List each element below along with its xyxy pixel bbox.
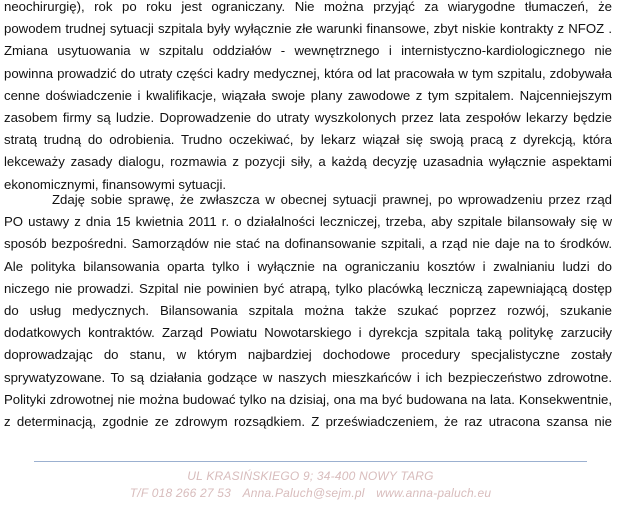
paragraph-line: PO ustawy z dnia 15 kwietnia 2011 r. o działalności leczniczej, trzeba, aby szpitale bilansowały się w — [4, 214, 612, 230]
paragraph-line: powodem trudnej sytuacji szpitala były wyłącznie złe warunki finansowe, zbyt niskie kontrakty z NFOZ . — [4, 21, 612, 37]
paragraph-line: doprowadzając do stanu, w którym najbardziej dochodowe procedury specjalistyczne zostały — [4, 347, 612, 363]
paragraph-line: Polityki zdrowotnej nie można budować tylko na dzisiaj, ona ma być budowana na lata. Konsekwentnie, — [4, 391, 612, 407]
paragraph-line: powinna prowadzić do utraty części kadry medycznej, która od lat pracowała w tym szpitalu, zdobywała — [4, 65, 612, 81]
paragraph-line: dodatkowych kontraktów. Zarząd Powiatu Nowotarskiego i dyrekcja szpitala taką politykę zarzuciły — [4, 325, 612, 341]
paragraph-line: stratą trudną do odrobienia. Trudno oczekiwać, by lekarz wiązał się swoją pracą z dyrekcją, która — [4, 132, 612, 148]
footer-divider — [34, 461, 587, 462]
paragraph-line: Zmiana usytuowania w szpitalu oddziałów - wewnętrznego i internistyczno-kardiologicznego nie — [4, 43, 612, 59]
paragraph-line: niczego nie prowadzi. Szpital nie powinien być atrapą, tylko placówką leczniczą zapewniającą dostęp — [4, 280, 612, 296]
paragraph-2 — [4, 189, 612, 433]
footer-address: UL KRASIŃSKIEGO 9; 34-400 NOWY TARG — [187, 469, 434, 483]
paragraph-line: Ale polityka bilansowania oparta tylko i wyłącznie na ograniczaniu kosztów i zwalnianiu ludzi do — [4, 258, 612, 274]
paragraph-line: sposób bezpośredni. Samorządów nie stać na dofinansowanie szpitali, a rząd nie daje na to środków. — [4, 236, 612, 252]
footer-contact — [0, 486, 621, 500]
paragraph-line: do usług medycznych. Bilansowania szpitala można także szukać poprzez rozwój, szukanie — [4, 302, 612, 318]
footer-website[interactable]: www.anna-paluch.eu — [376, 486, 492, 500]
paragraph-line: z determinacją, zgodnie ze zdrowym rozsądkiem. Z przeświadczeniem, że raz utracona szansa nie — [4, 413, 612, 429]
paragraph-line: zasobem firmy są ludzie. Doprowadzenie do utraty wyszkolonych przez lata zespołów lekarzy będzie — [4, 109, 612, 125]
footer-email[interactable]: Anna.Paluch@sejm.pl — [242, 486, 365, 500]
paragraph-line: Zdaję sobie sprawę, że zwłaszcza w obecnej sytuacji prawnej, po wprowadzeniu przez rząd — [52, 192, 612, 207]
footer-phone: T/F 018 266 27 53 — [129, 486, 232, 500]
paragraph-line: ekonomicznymi, finansowymi sytuacji. — [4, 176, 227, 192]
paragraph-1 — [4, 0, 612, 196]
paragraph-line: lekceważy zasady dialogu, rozmawia z pozycji siły, a każdą decyzję uzasadnia wyłącznie aspektami — [4, 154, 612, 170]
paragraph-line: sprywatyzowane. To są działania godzące w naszych mieszkańców i ich bezpieczeństwo zdrowotne. — [4, 369, 612, 385]
paragraph-line: cenne doświadczenie i kwalifikacje, wiązała swoje plany zawodowe z tym szpitalem. Najcenniejszym — [4, 87, 612, 103]
paragraph-line: neochirurgię), rok po roku jest ograniczany. Nie można przyjąć za wiarygodne tłumaczeń, że — [4, 0, 612, 14]
